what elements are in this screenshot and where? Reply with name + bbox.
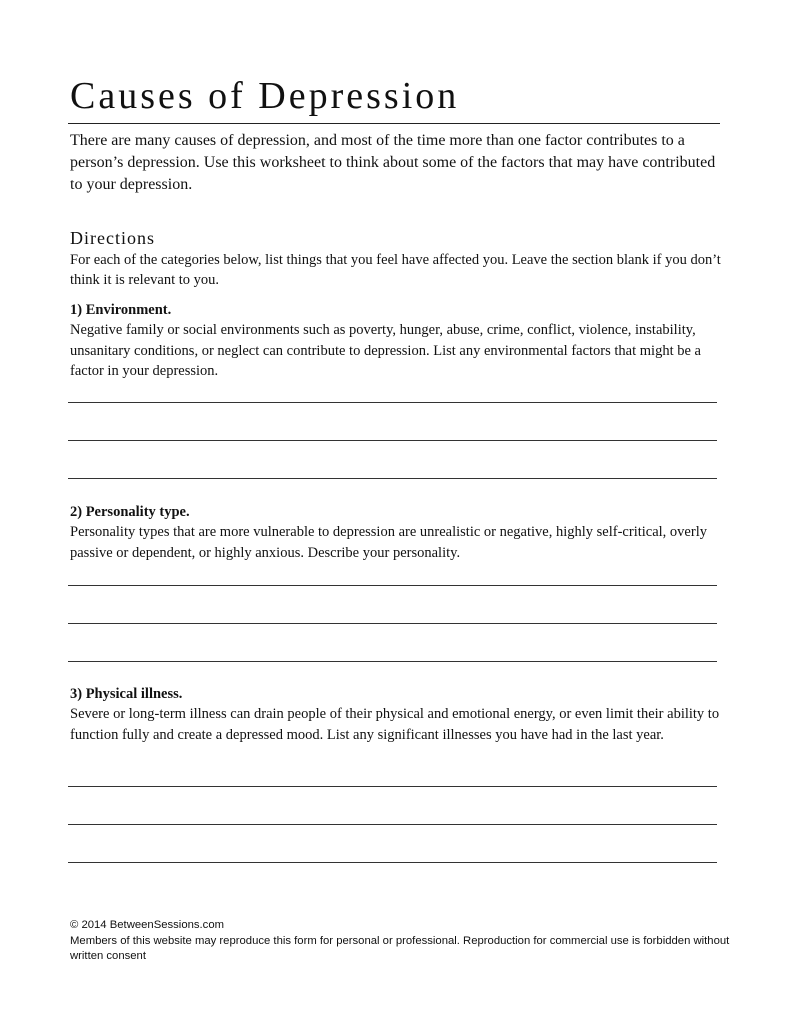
answer-line[interactable] — [68, 623, 717, 624]
title-divider — [68, 123, 720, 124]
page-title: Causes of Depression — [70, 75, 460, 117]
answer-line[interactable] — [68, 585, 717, 586]
section-personality-type — [70, 502, 730, 563]
answer-line[interactable] — [68, 824, 717, 825]
answer-line[interactable] — [68, 402, 717, 403]
section-title: 3) Physical illness. — [70, 686, 183, 702]
section-description: Severe or long-term illness can drain people of their physical and emotional energy, or even limit their ability to function fully and create a depressed mood. List any significant illnesses you have had in the last year. — [70, 706, 720, 743]
answer-line[interactable] — [68, 478, 717, 479]
directions-heading: Directions — [70, 228, 155, 248]
answer-line[interactable] — [68, 440, 717, 441]
answer-line[interactable] — [68, 786, 717, 787]
directions-text: For each of the categories below, list things that you feel have affected you. Leave the section blank if you don’t think it is relevant to you. — [70, 252, 721, 288]
section-description: Negative family or social environments such as poverty, hunger, abuse, crime, conflict, violence, instability, unsanitary conditions, or neglect can contribute to depression. List any environmental factors that might be a factor in your depression. — [70, 322, 701, 379]
section-description: Personality types that are more vulnerable to depression are unrealistic or negative, highly self-critical, overly passive or dependent, or highly anxious. Describe your personality. — [70, 524, 707, 561]
intro-paragraph: There are many causes of depression, and most of the time more than one factor contributes to a person’s depression. Use this worksheet to think about some of the factors that may have contributed to your depression. — [70, 132, 716, 193]
section-physical-illness — [70, 684, 730, 745]
reproduction-notice: Members of this website may reproduce this form for personal or professional. Reproduction for commercial use is forbidden without written consent — [70, 934, 730, 962]
section-environment — [70, 300, 730, 382]
section-title: 2) Personality type. — [70, 504, 190, 520]
copyright-text: © 2014 BetweenSessions.com — [70, 919, 225, 931]
answer-line[interactable] — [68, 862, 717, 863]
footer — [70, 918, 750, 965]
section-title: 1) Environment. — [70, 302, 172, 318]
answer-line[interactable] — [68, 661, 717, 662]
